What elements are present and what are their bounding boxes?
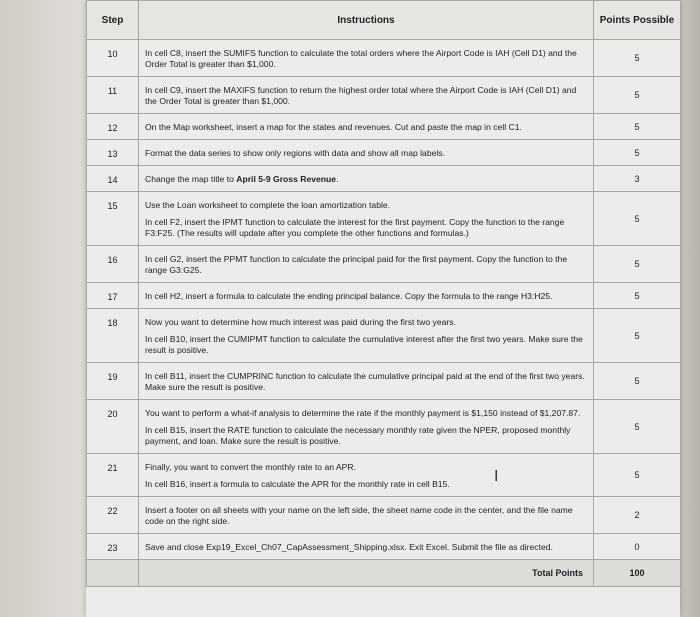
points-header: Points Possible <box>594 1 681 40</box>
total-points-label: Total Points <box>139 560 594 587</box>
instruction-fragment: . <box>336 174 339 184</box>
points-value: 5 <box>594 192 681 246</box>
instruction-cell <box>139 283 594 309</box>
points-value: 5 <box>594 114 681 140</box>
table-row <box>87 400 681 454</box>
instruction-cell <box>139 497 594 534</box>
points-value: 5 <box>594 454 681 497</box>
instruction-text: In cell B16, insert a formula to calculate the APR for the monthly rate in cell B15. <box>145 479 450 489</box>
instruction-text: In cell C8, insert the SUMIFS function to calculate the total orders where the Airport Code is IAH (Cell D1) and the Order Total is greater than $1,000. <box>145 48 577 69</box>
instruction-text: You want to perform a what-if analysis to determine the rate if the monthly payment is $1,150 instead of $1,207.87. <box>145 408 581 418</box>
rubric-table <box>86 0 681 587</box>
table-row <box>87 246 681 283</box>
instruction-text: Use the Loan worksheet to complete the loan amortization table. <box>145 200 391 210</box>
grading-rubric-sheet <box>86 0 680 617</box>
step-number: 17 <box>87 283 139 309</box>
instruction-cell <box>139 309 594 363</box>
instruction-text: In cell C9, insert the MAXIFS function to return the highest order total where the Airport Code is IAH (Cell D1) and the Order Total is greater than $1,000. <box>145 85 577 106</box>
photo-left-edge <box>0 0 86 617</box>
instruction-text: Finally, you want to convert the monthly rate to an APR. <box>145 462 356 472</box>
step-number: 23 <box>87 534 139 560</box>
instruction-cell <box>139 192 594 246</box>
step-number: 22 <box>87 497 139 534</box>
header-row <box>87 1 681 40</box>
instruction-text <box>145 174 587 185</box>
step-number: 12 <box>87 114 139 140</box>
instruction-text: Save and close Exp19_Excel_Ch07_CapAssessment_Shipping.xlsx. Exit Excel. Submit the file as directed. <box>145 542 553 552</box>
table-row <box>87 534 681 560</box>
table-row <box>87 363 681 400</box>
table-row <box>87 77 681 114</box>
instruction-text: In cell G2, insert the PPMT function to calculate the principal paid for the first payment. Copy the function to the range G3:G25. <box>145 254 568 275</box>
instruction-cell <box>139 166 594 192</box>
map-title-text: April 5-9 Gross Revenue <box>236 174 337 184</box>
instruction-text: Insert a footer on all sheets with your name on the left side, the sheet name code in the center, and the file name code on the right side. <box>145 505 573 526</box>
instruction-cell <box>139 246 594 283</box>
rubric-rows <box>87 40 681 560</box>
instruction-cell <box>139 40 594 77</box>
instruction-text: On the Map worksheet, insert a map for the states and revenues. Cut and paste the map in cell C1. <box>145 122 522 132</box>
step-number: 16 <box>87 246 139 283</box>
table-row <box>87 497 681 534</box>
instruction-cell <box>139 400 594 454</box>
instruction-text: Now you want to determine how much interest was paid during the first two years. <box>145 317 456 327</box>
points-value: 5 <box>594 246 681 283</box>
total-blank-cell <box>87 560 139 587</box>
instruction-fragment: Change the map title to <box>145 174 237 184</box>
instruction-cell <box>139 363 594 400</box>
instructions-header: Instructions <box>139 1 594 40</box>
step-number: 15 <box>87 192 139 246</box>
instruction-cell <box>139 77 594 114</box>
step-number: 20 <box>87 400 139 454</box>
photo-right-edge <box>680 0 700 617</box>
table-row <box>87 283 681 309</box>
step-number: 11 <box>87 77 139 114</box>
instruction-text: In cell B15, insert the RATE function to calculate the necessary monthly rate given the NPER, proposed monthly payment, and loan. Make sure the result is positive. <box>145 425 571 446</box>
points-value: 5 <box>594 363 681 400</box>
instruction-text: In cell B11, insert the CUMPRINC function to calculate the cumulative principal paid at the end of the first two years. Make sure the result is positive. <box>145 371 585 392</box>
step-number: 14 <box>87 166 139 192</box>
table-row <box>87 454 681 497</box>
table-row <box>87 140 681 166</box>
points-value: 3 <box>594 166 681 192</box>
total-row <box>87 560 681 587</box>
points-value: 5 <box>594 77 681 114</box>
points-value: 5 <box>594 140 681 166</box>
step-number: 18 <box>87 309 139 363</box>
instruction-text: In cell B10, insert the CUMIPMT function to calculate the cumulative interest after the first two years. Make sure the result is positive. <box>145 334 583 355</box>
step-number: 10 <box>87 40 139 77</box>
step-number: 19 <box>87 363 139 400</box>
table-row <box>87 309 681 363</box>
instruction-cell <box>139 534 594 560</box>
text-cursor-icon: I <box>494 468 499 485</box>
points-value: 0 <box>594 534 681 560</box>
instruction-cell <box>139 454 594 497</box>
table-row <box>87 40 681 77</box>
points-value: 5 <box>594 309 681 363</box>
table-row <box>87 192 681 246</box>
instruction-cell <box>139 140 594 166</box>
total-points-value: 100 <box>594 560 681 587</box>
instruction-text: In cell F2, insert the IPMT function to calculate the interest for the first payment. Copy the function to the range F3:F25. (The results will update after you complete the other functions and formulas.) <box>145 217 565 238</box>
instruction-text: In cell H2, insert a formula to calculate the ending principal balance. Copy the formula to the range H3:H25. <box>145 291 553 301</box>
points-value: 5 <box>594 40 681 77</box>
instruction-cell <box>139 114 594 140</box>
step-header: Step <box>87 1 139 40</box>
table-row <box>87 166 681 192</box>
points-value: 5 <box>594 283 681 309</box>
step-number: 21 <box>87 454 139 497</box>
points-value: 2 <box>594 497 681 534</box>
step-number: 13 <box>87 140 139 166</box>
points-value: 5 <box>594 400 681 454</box>
instruction-text: Format the data series to show only regions with data and show all map labels. <box>145 148 445 158</box>
table-row <box>87 114 681 140</box>
